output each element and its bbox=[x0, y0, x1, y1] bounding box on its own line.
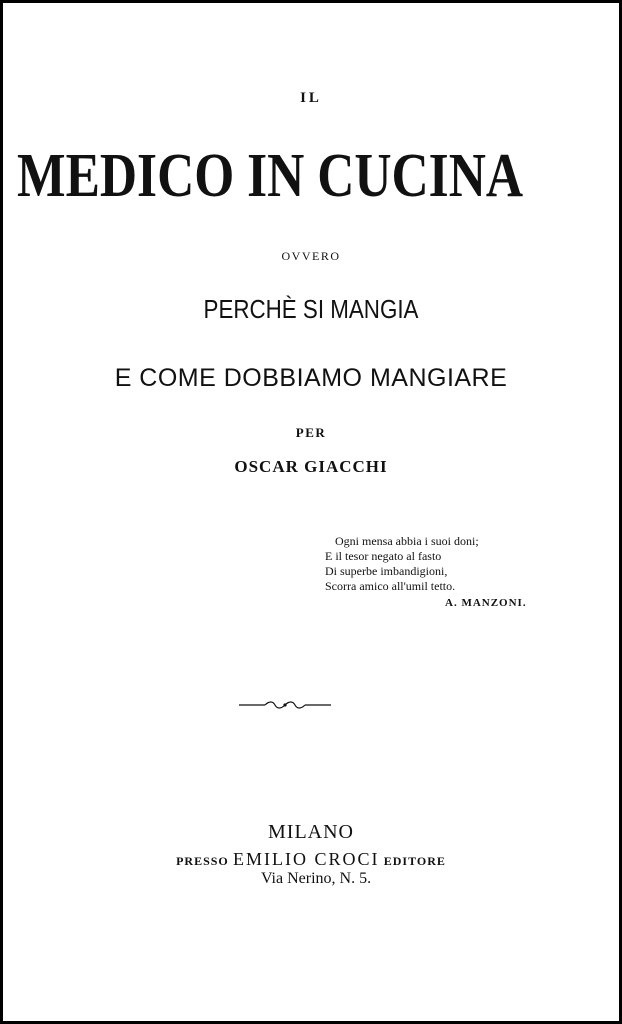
imprint-editore: EDITORE bbox=[383, 854, 446, 868]
imprint-address: Via Nerino, N. 5. bbox=[260, 870, 372, 887]
subtitle-line-1: PERCHÈ SI MANGIA bbox=[203, 294, 419, 324]
epigraph-line: Di superbe imbandigioni, bbox=[325, 564, 448, 578]
epigraph-line: Scorra amico all'umil tetto. bbox=[325, 579, 456, 593]
subtitle-line-2: E COME DOBBIAMO MANGIARE bbox=[114, 364, 508, 392]
title-article: IL bbox=[300, 90, 322, 106]
epigraph-line: E il tesor negato al fasto bbox=[325, 549, 442, 563]
imprint-presso: PRESSO bbox=[176, 854, 229, 868]
epigraph-attribution: A. MANZONI. bbox=[445, 597, 527, 609]
imprint-publisher-line bbox=[3, 849, 619, 870]
imprint-publisher: EMILIO CROCI bbox=[233, 849, 380, 869]
epigraph bbox=[325, 534, 555, 609]
author-name: OSCAR GIACCHI bbox=[234, 457, 388, 476]
main-title: MEDICO IN CUCINA bbox=[17, 142, 524, 210]
connector-ovvero: OVVERO bbox=[281, 249, 341, 263]
by-label: PER bbox=[295, 425, 327, 440]
ornamental-divider bbox=[239, 699, 331, 711]
epigraph-line: Ogni mensa abbia i suoi doni; bbox=[335, 534, 479, 548]
imprint-city: MILANO bbox=[268, 821, 354, 843]
